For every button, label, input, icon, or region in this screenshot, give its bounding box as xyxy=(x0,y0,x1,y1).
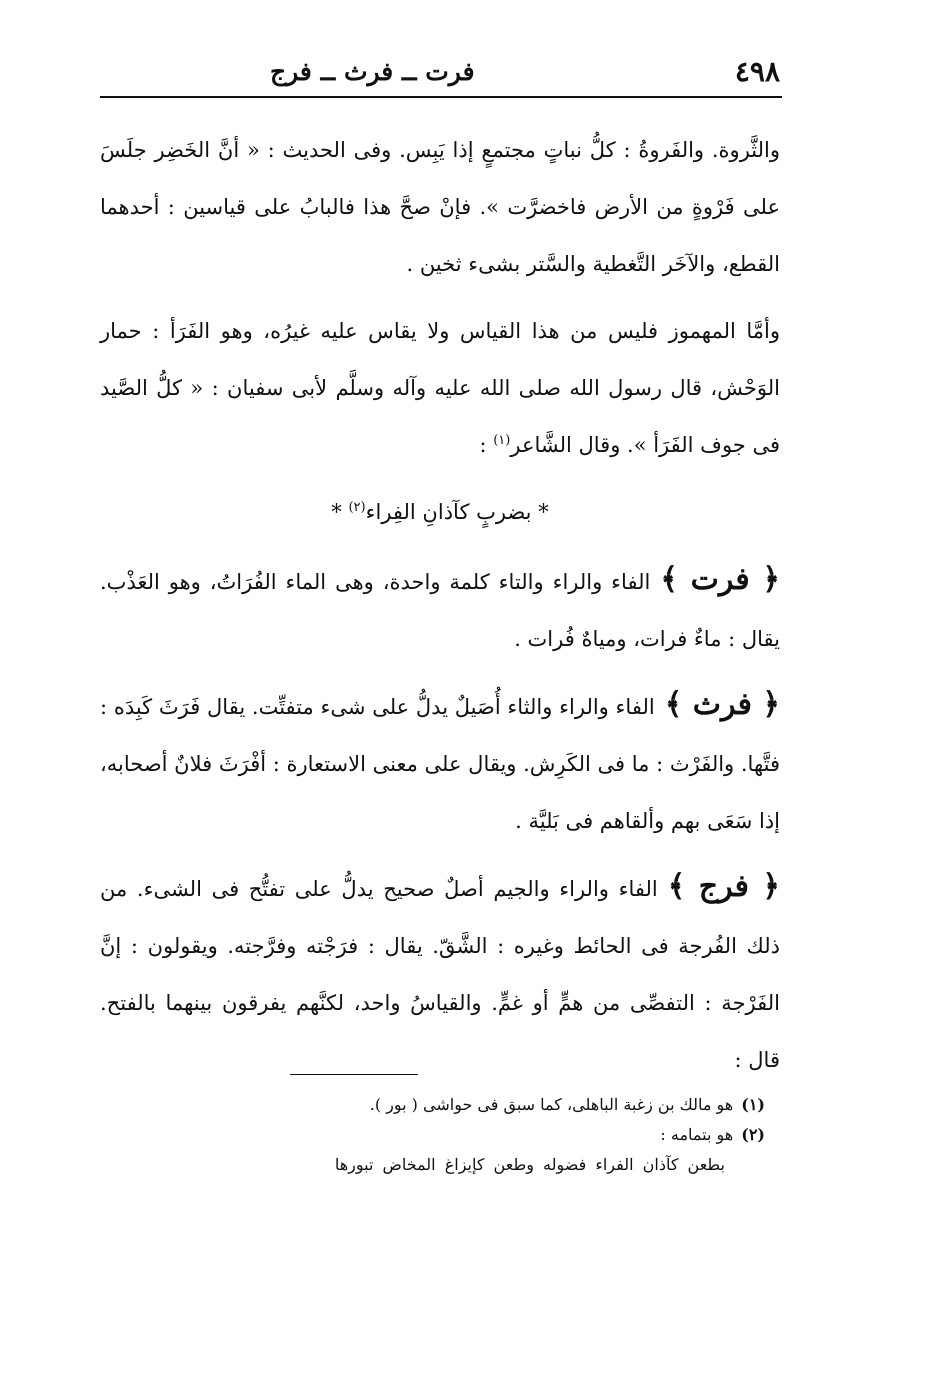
footnote-1 xyxy=(200,1090,765,1120)
verse-end: * xyxy=(331,500,349,524)
header-rule xyxy=(100,96,782,98)
footnote-1-text: هو مالك بن زغبة الباهلى، كما سبق فى حواشى ( بور ). xyxy=(369,1095,734,1114)
page-number: ٤٩٨ xyxy=(734,54,780,88)
footnote-2-text: هو بتمامه : xyxy=(660,1125,734,1144)
entry-faraj xyxy=(100,858,780,1089)
paragraph-2-text: وأمَّا المهموز فليس من هذا القياس ولا يقاس عليه غيرُه، وهو الفَرَأ : حمار الوَحْش، قال رسول الله صلى الله عليه وآله وسلَّم لأبى سفيان : « كلُّ الصَّيد فى جوف الفَرَأ ». وقال الشَّاعر xyxy=(100,319,780,457)
entry-faraj-text: الفاء والراء والجيم أصلٌ صحيح يدلُّ على تفتُّح فى الشىء. من ذلك الفُرجة فى الحائط وغيره : الشَّقّ. يقال : فرَجْته وفرَّجته. ويقولون : إنَّ الفَرْجة : التفصِّى من همٍّ أو غمٍّ. والقياسُ واحد، لكنَّهم يفرقون بينهما بالفتح. قال : xyxy=(100,877,780,1072)
verse-line xyxy=(100,484,780,541)
headword-farath: ﴿ فرث ﴾ xyxy=(664,687,780,722)
main-text xyxy=(100,122,780,1097)
paragraph-2-end: : xyxy=(479,433,494,457)
footnote-2 xyxy=(200,1120,765,1150)
entry-farat xyxy=(100,551,780,668)
paragraph-1: والثَّروة. والفَروةُ : كلُّ نباتٍ مجتمعٍ إذا يَبِس. وفى الحديث : « أنَّ الخَضِر جلَسَ على فَرْوةٍ من الأرض فاخضرَّت ». فإنْ صحَّ هذا فالبابُ على قياسين : أحدهما القطع، والآخَر التَّغطية والسَّتر بشىء ثخين . xyxy=(100,138,780,276)
paragraph-2 xyxy=(100,303,780,474)
footnote-marker-2: (٢) xyxy=(348,500,366,515)
running-head: فرت ــ فرث ــ فرج xyxy=(270,56,475,86)
footnotes xyxy=(200,1090,765,1180)
footnote-1-number: (١) xyxy=(741,1095,765,1114)
page-header xyxy=(100,50,780,92)
headword-faraj: ﴿ فرج ﴾ xyxy=(667,869,780,904)
headword-farat: ﴿ فرت ﴾ xyxy=(660,562,780,597)
entry-farath xyxy=(100,676,780,850)
footnote-rule xyxy=(290,1074,418,1075)
footnote-2-number: (٢) xyxy=(741,1125,765,1144)
footnote-2-verse: بطعن كآذان الفراء فضوله وطعن كإيزاغ المخاض تبورها xyxy=(334,1155,725,1174)
verse-text: * بضربٍ كآذانِ الفِراء xyxy=(365,500,549,524)
entry-farat-text: الفاء والراء والتاء كلمة واحدة، وهى الماء الفُرَاتُ، وهو العَذْب. يقال : ماءٌ فرات، ومياهٌ فُرات . xyxy=(100,570,780,651)
footnote-marker-1: (١) xyxy=(493,433,511,448)
entry-farath-text: الفاء والراء والثاء أُصَيلٌ يدلُّ على شىء متفتِّت. يقال فَرَثَ كَبِدَه : فتَّها. والفَرْث : ما فى الكَرِش. ويقال على معنى الاستعارة : أفْرَثَ فلانٌ أصحابه، إذا سَعَى بهم وألقاهم فى بَليَّة . xyxy=(100,695,780,833)
